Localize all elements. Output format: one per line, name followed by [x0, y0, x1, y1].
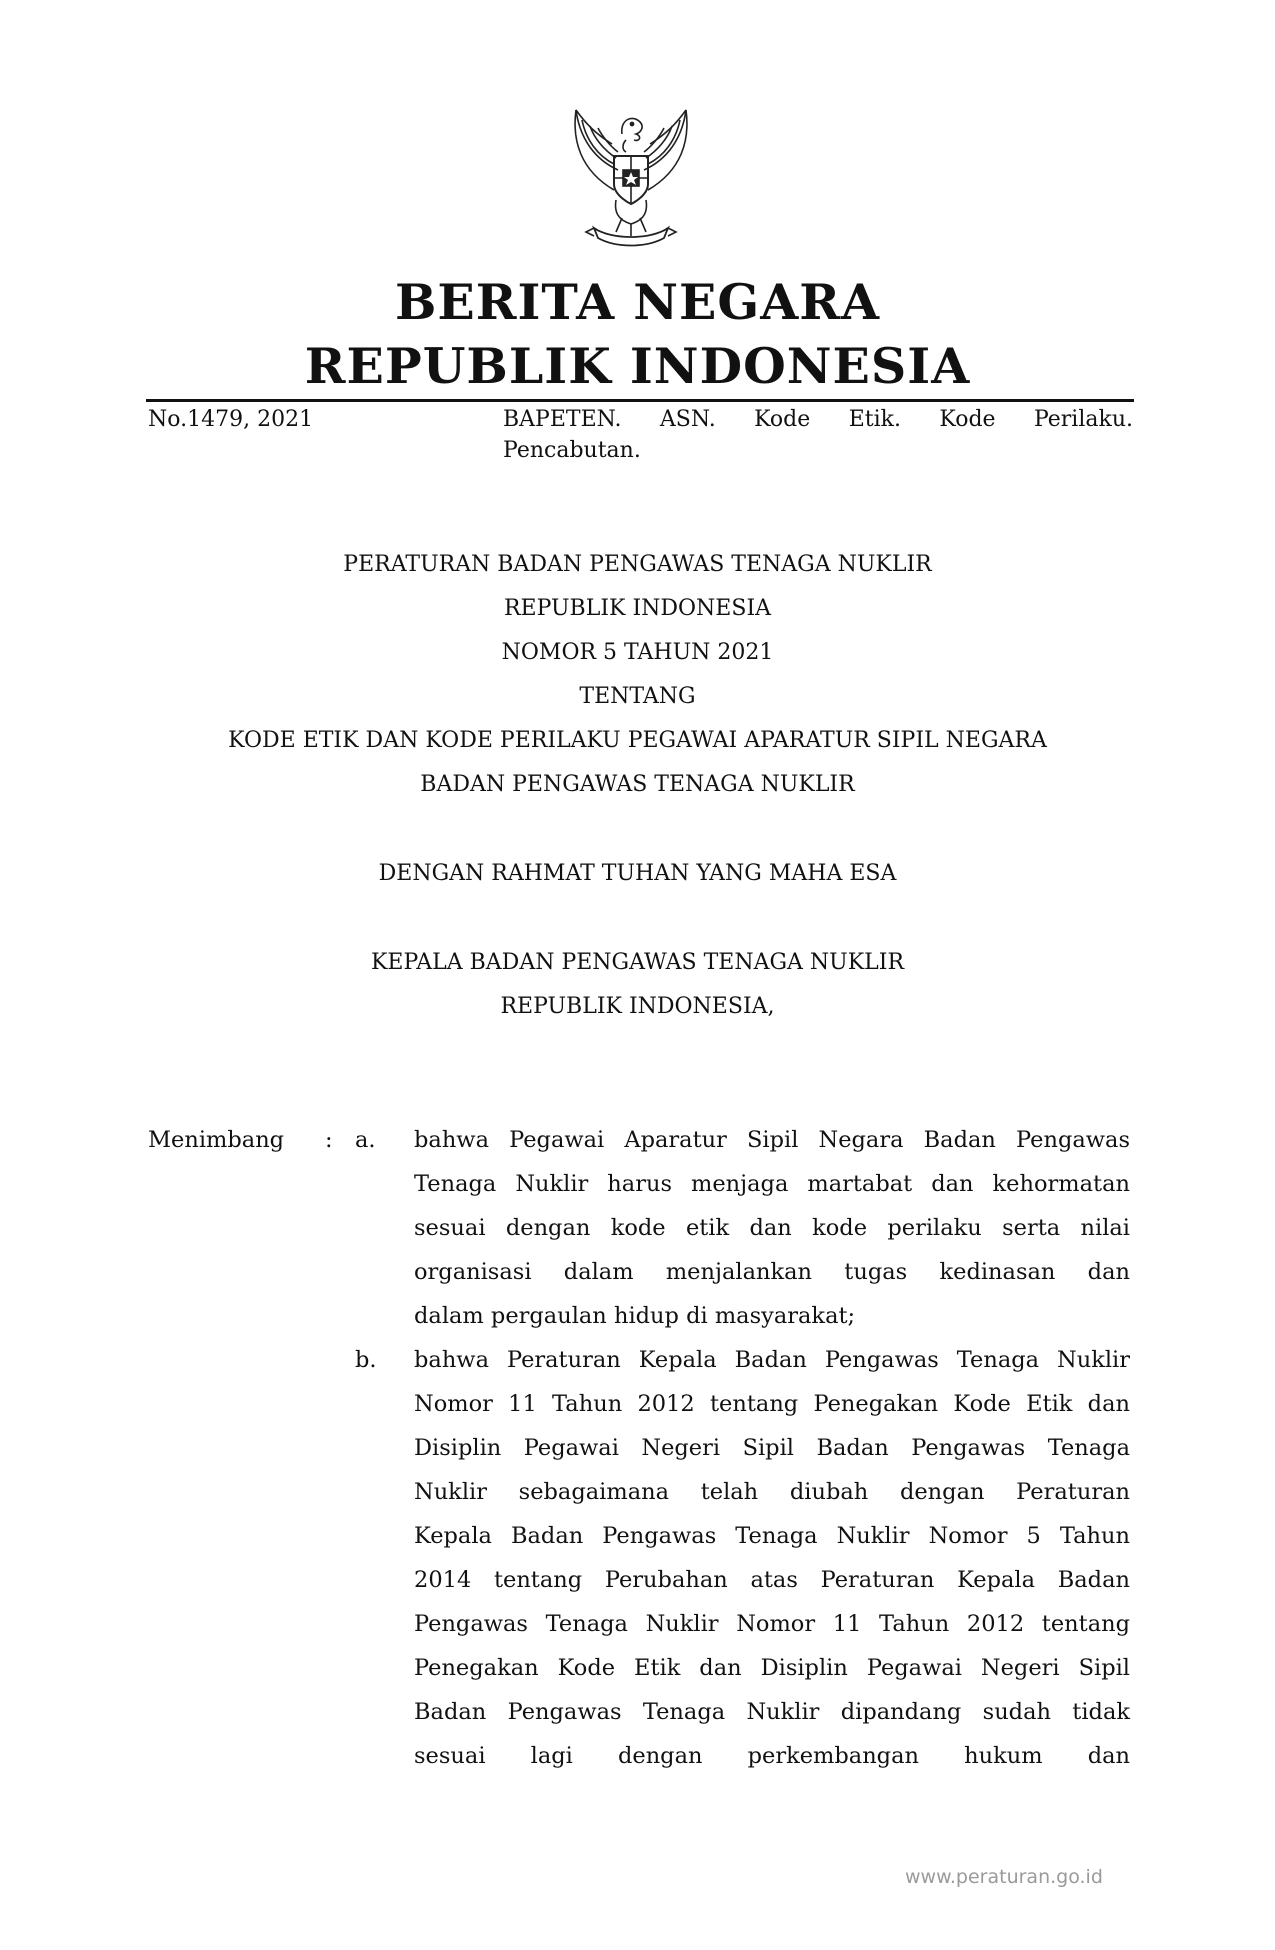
paragraph-line: sesuai lagi dengan perkembangan hukum dan [414, 1743, 1130, 1769]
paragraph-line: bahwa Peraturan Kepala Badan Pengawas Tenaga Nuklir [414, 1347, 1130, 1373]
regulation-title [0, 543, 1275, 807]
garuda-emblem-icon [556, 100, 706, 250]
title-line: REPUBLIK INDONESIA [503, 596, 772, 621]
authority-line: KEPALA BADAN PENGAWAS TENAGA NUKLIR [370, 950, 905, 975]
title-line: KODE ETIK DAN KODE PERILAKU PEGAWAI APARATUR SIPIL NEGARA [228, 728, 1047, 753]
invocation: DENGAN RAHMAT TUHAN YANG MAHA ESA [378, 861, 897, 886]
paragraph-line: Nomor 11 Tahun 2012 tentang Penegakan Kode Etik dan [414, 1391, 1130, 1417]
gazette-subject-line1: BAPETEN. ASN. Kode Etik. Kode Perilaku. [503, 407, 1133, 432]
issuing-authority [0, 941, 1275, 1029]
gazette-subject-line2: Pencabutan. [503, 438, 641, 463]
paragraph-line: sesuai dengan kode etik dan kode perilaku serta nilai [414, 1215, 1130, 1241]
considerations-label: Menimbang [148, 1127, 285, 1153]
masthead-title: BERITA NEGARA [394, 273, 880, 331]
paragraph-line: Disiplin Pegawai Negeri Sipil Badan Pengawas Tenaga [414, 1435, 1130, 1461]
title-line: PERATURAN BADAN PENGAWAS TENAGA NUKLIR [343, 552, 932, 577]
paragraph-line: Nuklir sebagaimana telah diubah dengan Peraturan [414, 1479, 1130, 1505]
title-line: NOMOR 5 TAHUN 2021 [501, 640, 774, 665]
masthead-subtitle: REPUBLIK INDONESIA [304, 337, 971, 395]
title-line: TENTANG [579, 684, 696, 709]
consideration-item-a [414, 1118, 1130, 1338]
item-letter: a. [355, 1127, 376, 1153]
paragraph-line: bahwa Pegawai Aparatur Sipil Negara Badan Pengawas [414, 1127, 1130, 1153]
paragraph-line: Badan Pengawas Tenaga Nuklir dipandang sudah tidak [414, 1699, 1130, 1725]
paragraph-line: dalam pergaulan hidup di masyarakat; [414, 1303, 856, 1329]
title-line: BADAN PENGAWAS TENAGA NUKLIR [420, 772, 855, 797]
considerations-colon: : [325, 1127, 333, 1153]
consideration-item-b [414, 1338, 1130, 1778]
paragraph-line: Kepala Badan Pengawas Tenaga Nuklir Nomor 5 Tahun [414, 1523, 1130, 1549]
source-watermark: www.peraturan.go.id [905, 1866, 1103, 1888]
authority-line: REPUBLIK INDONESIA, [500, 994, 775, 1019]
paragraph-line: organisasi dalam menjalankan tugas kedinasan dan [414, 1259, 1130, 1285]
paragraph-line: Penegakan Kode Etik dan Disiplin Pegawai Negeri Sipil [414, 1655, 1130, 1681]
paragraph-line: Pengawas Tenaga Nuklir Nomor 11 Tahun 2012 tentang [414, 1611, 1130, 1637]
paragraph-line: 2014 tentang Perubahan atas Peraturan Kepala Badan [414, 1567, 1130, 1593]
gazette-number: No.1479, 2021 [148, 407, 314, 432]
paragraph-line: Tenaga Nuklir harus menjaga martabat dan kehormatan [414, 1171, 1130, 1197]
masthead-divider [146, 399, 1134, 402]
item-letter: b. [355, 1347, 377, 1373]
